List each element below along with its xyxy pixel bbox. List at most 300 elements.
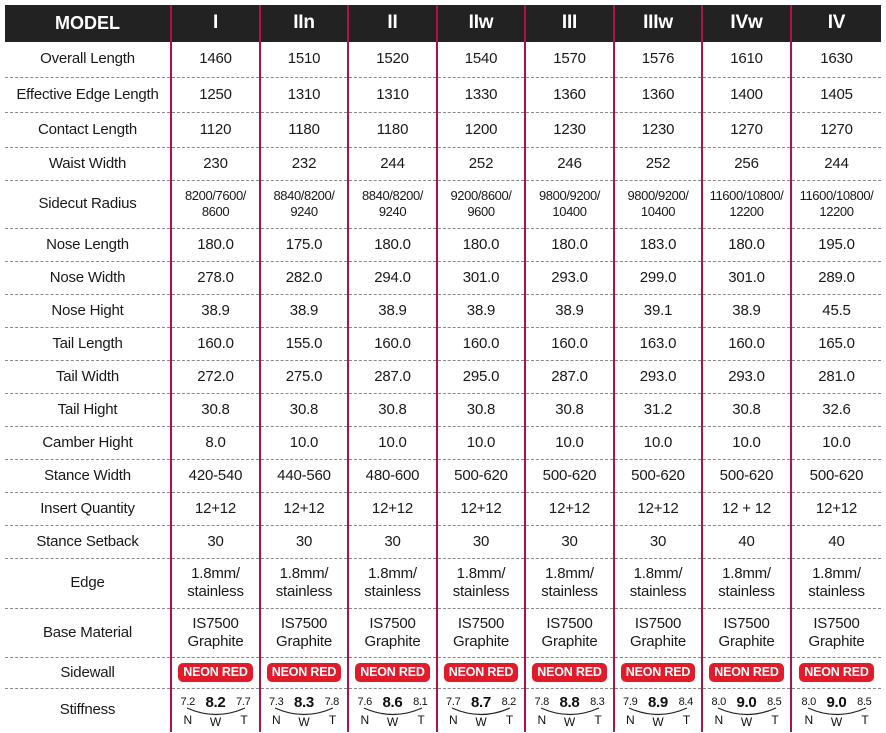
stiffness-cell: [525, 688, 614, 732]
stiffness-diagram: [709, 693, 785, 730]
spec-value-line: Graphite: [541, 632, 598, 650]
model-column-header: IVw: [702, 5, 791, 42]
stiffness-tail-value: 7.8: [324, 696, 339, 709]
spec-value: 30.8: [171, 393, 260, 426]
spec-value: 40: [702, 525, 791, 558]
spec-value: 1360: [614, 77, 702, 112]
stiffness-nose-value: 7.7: [446, 696, 461, 709]
spec-row: [5, 294, 881, 327]
stiffness-tail-value: 7.7: [236, 696, 251, 709]
spec-value: [171, 608, 260, 657]
stiffness-tail-value: 8.3: [590, 696, 605, 709]
spec-value: 165.0: [791, 327, 881, 360]
spec-value: 32.6: [791, 393, 881, 426]
spec-row: [5, 112, 881, 147]
spec-row: [5, 261, 881, 294]
stiffness-waist-value: 8.3: [294, 694, 314, 712]
spec-value: 38.9: [437, 294, 525, 327]
spec-value-line: 8600: [201, 204, 230, 219]
row-label: Waist Width: [5, 147, 171, 180]
model-column-header: IIIw: [614, 5, 702, 42]
stiffness-letter-n: N: [714, 713, 723, 728]
row-label: Camber Hight: [5, 426, 171, 459]
spec-value: 272.0: [171, 360, 260, 393]
spec-value: 230: [171, 147, 260, 180]
row-label: Stance Width: [5, 459, 171, 492]
spec-value: 1520: [348, 42, 437, 77]
spec-value: 10.0: [702, 426, 791, 459]
spec-value: 12+12: [525, 492, 614, 525]
spec-value: [702, 608, 791, 657]
stiffness-nose-value: 7.9: [623, 696, 638, 709]
spec-value: 160.0: [348, 327, 437, 360]
spec-value: 244: [348, 147, 437, 180]
spec-value: 1120: [171, 112, 260, 147]
stiffness-letter-w: W: [209, 715, 222, 730]
stiffness-tail-value: 8.5: [767, 696, 782, 709]
sidewall-cell: [437, 657, 525, 688]
spec-value: 420-540: [171, 459, 260, 492]
spec-value: 30.8: [702, 393, 791, 426]
spec-value: 1330: [437, 77, 525, 112]
stiffness-nose-value: 8.0: [801, 696, 816, 709]
spec-value: 293.0: [525, 261, 614, 294]
sidewall-cell: [614, 657, 702, 688]
spec-value: 160.0: [437, 327, 525, 360]
spec-table: [5, 5, 881, 732]
spec-value-line: stainless: [718, 583, 775, 600]
spec-row: [5, 393, 881, 426]
stiffness-nose-value: 7.6: [357, 696, 372, 709]
spec-value-line: 9200/8600/: [450, 188, 512, 204]
spec-value: 12+12: [171, 492, 260, 525]
stiffness-letter-w: W: [830, 715, 843, 730]
spec-value: 12+12: [791, 492, 881, 525]
spec-value: 1230: [614, 112, 702, 147]
spec-value: 440-560: [260, 459, 348, 492]
spec-value: 301.0: [437, 261, 525, 294]
spec-value: 38.9: [171, 294, 260, 327]
stiffness-cell: [791, 688, 881, 732]
spec-value: 45.5: [791, 294, 881, 327]
stiffness-letter-t: T: [328, 713, 336, 728]
spec-value: 30: [614, 525, 702, 558]
spec-value-line: IS7500: [634, 614, 682, 632]
spec-value-line: 1.8mm/: [368, 565, 417, 582]
spec-value: 30.8: [260, 393, 348, 426]
spec-value-line: 1.8mm/: [456, 565, 506, 582]
sidewall-badge: NEON RED: [709, 663, 783, 681]
row-label: Tail Width: [5, 360, 171, 393]
spec-value: [437, 558, 525, 608]
stiffness-cell: [171, 688, 260, 732]
spec-value-line: 12200: [729, 204, 764, 219]
spec-value: 183.0: [614, 228, 702, 261]
spec-value: [437, 180, 525, 228]
spec-value: [525, 608, 614, 657]
spec-value-line: 9600: [467, 204, 495, 219]
stiffness-letter-n: N: [537, 713, 546, 728]
spec-value: 10.0: [260, 426, 348, 459]
spec-value-line: Graphite: [453, 632, 509, 650]
spec-value-line: 9800/9200/: [627, 188, 689, 204]
spec-value: 195.0: [791, 228, 881, 261]
spec-value: 1630: [791, 42, 881, 77]
sidewall-cell: [525, 657, 614, 688]
spec-value-line: 11600/10800/: [799, 188, 874, 204]
row-label: Stance Setback: [5, 525, 171, 558]
stiffness-letter-n: N: [272, 713, 281, 728]
sidewall-cell: [171, 657, 260, 688]
stiffness-letter-w: W: [740, 715, 753, 730]
spec-value-line: 9800/9200/: [538, 188, 601, 204]
stiffness-nose-value: 7.2: [180, 696, 195, 709]
model-column-header: IIw: [437, 5, 525, 42]
spec-value: 1180: [260, 112, 348, 147]
stiffness-letter-n: N: [804, 713, 813, 728]
spec-value-line: IS7500: [369, 614, 416, 632]
spec-value: 293.0: [702, 360, 791, 393]
spec-value: 282.0: [260, 261, 348, 294]
spec-value-line: Graphite: [630, 632, 686, 650]
spec-value: 1230: [525, 112, 614, 147]
spec-value-line: 8840/8200/: [361, 188, 424, 204]
spec-value-line: 11600/10800/: [709, 188, 784, 204]
spec-value: 180.0: [525, 228, 614, 261]
spec-value: 244: [791, 147, 881, 180]
spec-value: 1610: [702, 42, 791, 77]
spec-value-line: IS7500: [192, 614, 239, 632]
spec-value: 12+12: [614, 492, 702, 525]
spec-value: 287.0: [525, 360, 614, 393]
stiffness-diagram: [799, 693, 875, 730]
spec-value: 30.8: [348, 393, 437, 426]
spec-value: 10.0: [437, 426, 525, 459]
stiffness-diagram: [620, 693, 696, 730]
stiffness-letter-t: T: [861, 713, 869, 728]
row-label: Tail Hight: [5, 393, 171, 426]
spec-value: 232: [260, 147, 348, 180]
model-column-header: III: [525, 5, 614, 42]
spec-value: 12+12: [348, 492, 437, 525]
spec-row: [5, 327, 881, 360]
sidewall-badge: NEON RED: [267, 663, 341, 681]
spec-value-line: 9240: [290, 204, 318, 219]
stiffness-letter-w: W: [475, 715, 487, 730]
spec-value: 1270: [791, 112, 881, 147]
spec-value-line: Graphite: [808, 632, 865, 650]
spec-value: [614, 608, 702, 657]
spec-value: 10.0: [525, 426, 614, 459]
spec-value: [614, 180, 702, 228]
spec-value: 1576: [614, 42, 702, 77]
spec-value: 1360: [525, 77, 614, 112]
spec-value: [348, 180, 437, 228]
sidewall-badge: NEON RED: [532, 663, 606, 681]
spec-value-line: 1.8mm/: [545, 565, 594, 582]
spec-value: 39.1: [614, 294, 702, 327]
spec-value: 500-620: [525, 459, 614, 492]
spec-value-line: 12200: [819, 204, 854, 219]
stiffness-tail-value: 8.2: [501, 696, 516, 709]
row-label: Tail Length: [5, 327, 171, 360]
spec-value: 8.0: [171, 426, 260, 459]
spec-value: 281.0: [791, 360, 881, 393]
stiffness-cell: [260, 688, 348, 732]
spec-value: 38.9: [260, 294, 348, 327]
stiffness-letter-w: W: [563, 715, 576, 730]
spec-value-line: 10400: [552, 204, 587, 219]
spec-value-line: stainless: [364, 583, 421, 600]
spec-value: 180.0: [702, 228, 791, 261]
spec-value: 12+12: [260, 492, 348, 525]
spec-value: [525, 180, 614, 228]
spec-value: 1570: [525, 42, 614, 77]
spec-value: 160.0: [702, 327, 791, 360]
spec-value: 1250: [171, 77, 260, 112]
spec-value-line: 1.8mm/: [633, 565, 683, 582]
stiffness-tail-value: 8.4: [678, 696, 693, 709]
row-label: Base Material: [5, 608, 171, 657]
sidewall-badge: NEON RED: [178, 663, 252, 681]
spec-value: 30: [437, 525, 525, 558]
row-label: Nose Width: [5, 261, 171, 294]
sidewall-cell: [791, 657, 881, 688]
spec-value: 38.9: [702, 294, 791, 327]
spec-value: 500-620: [614, 459, 702, 492]
spec-value: 500-620: [437, 459, 525, 492]
row-label: Sidecut Radius: [5, 180, 171, 228]
spec-value: 301.0: [702, 261, 791, 294]
row-label: Edge: [5, 558, 171, 608]
stiffness-cell: [348, 688, 437, 732]
spec-value: 1540: [437, 42, 525, 77]
spec-value-line: stainless: [629, 583, 687, 600]
row-label: Effective Edge Length: [5, 77, 171, 112]
stiffness-cell: [702, 688, 791, 732]
spec-value: 289.0: [791, 261, 881, 294]
spec-value: 1405: [791, 77, 881, 112]
spec-value: 287.0: [348, 360, 437, 393]
spec-value-line: stainless: [808, 583, 865, 600]
header-row: [5, 5, 881, 42]
spec-value: 1180: [348, 112, 437, 147]
spec-value: [260, 180, 348, 228]
spec-value: [348, 608, 437, 657]
spec-value-line: stainless: [275, 583, 333, 600]
stiffness-waist-value: 8.9: [648, 694, 668, 712]
sidewall-cell: [702, 657, 791, 688]
spec-value: 278.0: [171, 261, 260, 294]
spec-value: 175.0: [260, 228, 348, 261]
stiffness-nose-value: 7.8: [534, 696, 549, 709]
spec-value-line: 10400: [640, 204, 676, 219]
row-label: Contact Length: [5, 112, 171, 147]
spec-value: 30: [171, 525, 260, 558]
spec-value: 30.8: [437, 393, 525, 426]
spec-value: 500-620: [791, 459, 881, 492]
spec-value: 163.0: [614, 327, 702, 360]
spec-row: [5, 525, 881, 558]
row-label: Sidewall: [5, 657, 171, 688]
spec-value: 160.0: [525, 327, 614, 360]
spec-row: [5, 228, 881, 261]
spec-row: [5, 42, 881, 77]
row-label: Insert Quantity: [5, 492, 171, 525]
row-label: Stiffness: [59, 701, 116, 719]
spec-value-line: 1.8mm/: [279, 565, 329, 582]
stiffness-waist-value: 8.8: [559, 694, 580, 712]
spec-value: 30.8: [525, 393, 614, 426]
spec-value: 500-620: [702, 459, 791, 492]
stiffness-letter-n: N: [360, 713, 369, 728]
spec-value: 10.0: [791, 426, 881, 459]
stiffness-letter-n: N: [449, 713, 458, 728]
stiffness-letter-t: T: [505, 713, 513, 728]
spec-value: 252: [614, 147, 702, 180]
spec-value-line: 8200/7600/: [184, 188, 247, 204]
stiffness-waist-value: 8.2: [205, 694, 226, 712]
spec-value: 155.0: [260, 327, 348, 360]
spec-value: [702, 180, 791, 228]
spec-value-line: stainless: [187, 583, 244, 600]
model-column-header: IIn: [260, 5, 348, 42]
spec-value: [791, 558, 881, 608]
stiffness-letter-w: W: [652, 715, 664, 730]
spec-value: 252: [437, 147, 525, 180]
spec-value: 480-600: [348, 459, 437, 492]
stiffness-diagram: [178, 693, 254, 730]
row-label: Nose Hight: [5, 294, 171, 327]
spec-value-line: 1.8mm/: [722, 565, 771, 582]
spec-value: 40: [791, 525, 881, 558]
stiffness-tail-value: 8.5: [857, 696, 872, 709]
stiffness-letter-n: N: [626, 713, 635, 728]
spec-value: 256: [702, 147, 791, 180]
spec-value: [791, 180, 881, 228]
spec-row: [5, 608, 881, 657]
spec-value: 1310: [348, 77, 437, 112]
spec-value: 30: [525, 525, 614, 558]
spec-value: [260, 558, 348, 608]
spec-value-line: IS7500: [546, 614, 593, 632]
stiffness-nose-value: 8.0: [711, 696, 726, 709]
model-column-header: IV: [791, 5, 881, 42]
spec-value: 1460: [171, 42, 260, 77]
sidewall-cell: [348, 657, 437, 688]
model-column-header: II: [348, 5, 437, 42]
spec-row: [5, 558, 881, 608]
spec-value: 1270: [702, 112, 791, 147]
spec-value: 10.0: [614, 426, 702, 459]
spec-value-line: 1.8mm/: [812, 565, 861, 582]
stiffness-waist-value: 8.6: [382, 694, 403, 712]
sidewall-cell: [260, 657, 348, 688]
stiffness-letter-t: T: [594, 713, 602, 728]
stiffness-diagram: [355, 693, 431, 730]
stiffness-diagram: [532, 693, 608, 730]
spec-value: 294.0: [348, 261, 437, 294]
spec-value: [437, 608, 525, 657]
spec-value: 1310: [260, 77, 348, 112]
spec-row: [5, 459, 881, 492]
spec-value: 38.9: [348, 294, 437, 327]
spec-value: 30: [348, 525, 437, 558]
sidewall-row: [5, 657, 881, 688]
stiffness-waist-value: 8.7: [471, 694, 491, 712]
spec-value: 180.0: [437, 228, 525, 261]
spec-value: 1200: [437, 112, 525, 147]
model-column-header: I: [171, 5, 260, 42]
spec-value-line: 8840/8200/: [273, 188, 335, 204]
spec-value-line: Graphite: [718, 632, 775, 650]
spec-value: [171, 180, 260, 228]
spec-value: [348, 558, 437, 608]
spec-value-line: IS7500: [813, 614, 860, 632]
stiffness-letter-w: W: [298, 715, 310, 730]
spec-value-line: IS7500: [280, 614, 328, 632]
stiffness-letter-t: T: [240, 713, 248, 728]
spec-row: [5, 426, 881, 459]
spec-value: [260, 608, 348, 657]
sidewall-badge: NEON RED: [444, 663, 518, 681]
stiffness-letter-t: T: [771, 713, 779, 728]
stiffness-diagram: [266, 693, 342, 730]
spec-value-line: Graphite: [276, 632, 332, 650]
spec-row: [5, 180, 881, 228]
spec-value: 293.0: [614, 360, 702, 393]
spec-value-line: stainless: [541, 583, 598, 600]
spec-value: 299.0: [614, 261, 702, 294]
spec-value: 12 + 12: [702, 492, 791, 525]
spec-value-line: IS7500: [457, 614, 505, 632]
spec-value: 246: [525, 147, 614, 180]
spec-value: 31.2: [614, 393, 702, 426]
stiffness-cell: [437, 688, 525, 732]
sidewall-badge: NEON RED: [355, 663, 429, 681]
stiffness-letter-t: T: [417, 713, 425, 728]
stiffness-cell: [614, 688, 702, 732]
spec-value: 180.0: [171, 228, 260, 261]
spec-value: 1400: [702, 77, 791, 112]
spec-value: 30: [260, 525, 348, 558]
stiffness-letter-t: T: [682, 713, 690, 728]
spec-value: [171, 558, 260, 608]
spec-row: [5, 492, 881, 525]
sidewall-badge: NEON RED: [799, 663, 873, 681]
stiffness-letter-n: N: [183, 713, 192, 728]
spec-value: 180.0: [348, 228, 437, 261]
sidewall-badge: NEON RED: [621, 663, 695, 681]
spec-value-line: stainless: [452, 583, 510, 600]
spec-value: 12+12: [437, 492, 525, 525]
spec-value: 295.0: [437, 360, 525, 393]
spec-value: [791, 608, 881, 657]
stiffness-row: [5, 688, 881, 732]
spec-value-line: Graphite: [187, 632, 244, 650]
spec-value: 160.0: [171, 327, 260, 360]
spec-value: 1510: [260, 42, 348, 77]
spec-value-line: 1.8mm/: [191, 565, 240, 582]
stiffness-letter-w: W: [386, 715, 399, 730]
stiffness-tail-value: 8.1: [413, 696, 428, 709]
spec-row: [5, 147, 881, 180]
spec-value: [525, 558, 614, 608]
spec-value: [702, 558, 791, 608]
spec-value: 275.0: [260, 360, 348, 393]
spec-value-line: Graphite: [364, 632, 421, 650]
stiffness-waist-value: 9.0: [826, 694, 847, 712]
